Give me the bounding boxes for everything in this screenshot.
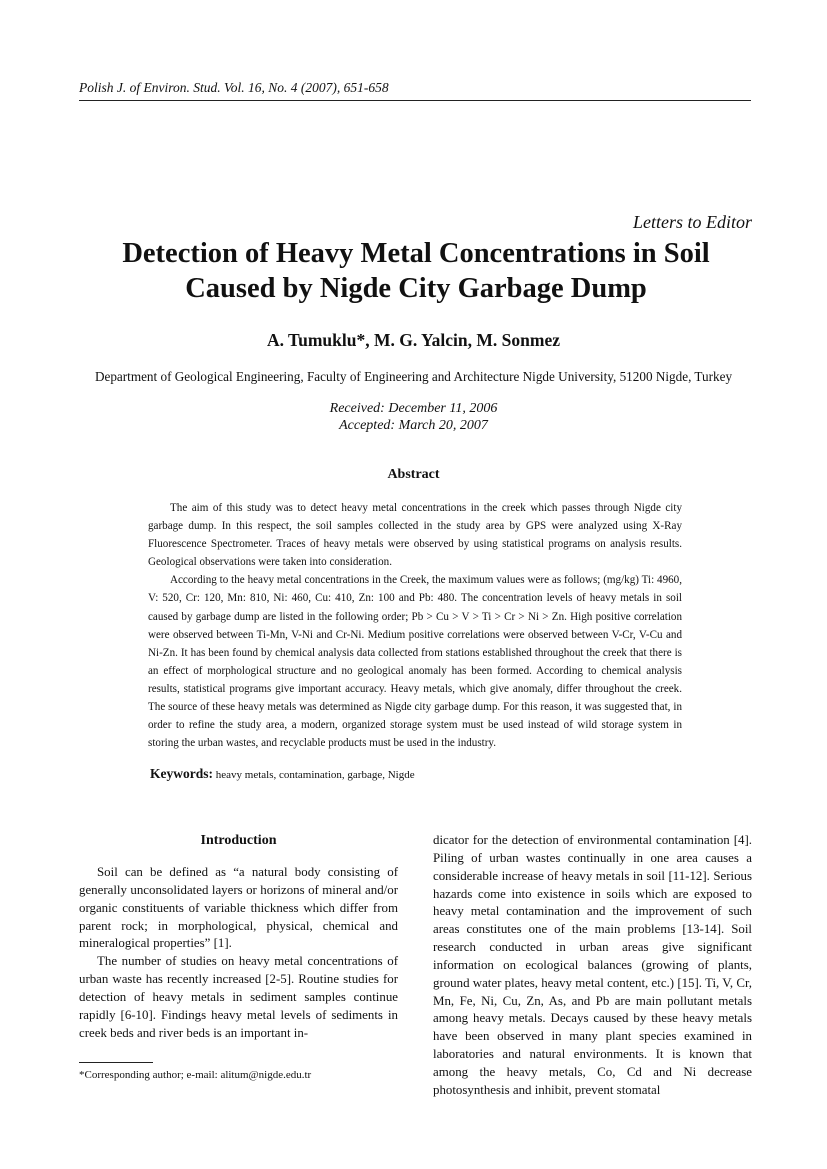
- keywords-label: Keywords:: [150, 766, 213, 781]
- received-date: Received: December 11, 2006: [329, 401, 498, 416]
- abstract-paragraph-2: According to the heavy metal concentrations in the Creek, the maximum values were as follows; (mg/kg) Ti: 4960, V: 520, Cr: 120, Mn: 810, Ni: 460, Cu: 410, Zn: 100 and Pb: 480. The concentration levels of heavy metals in soil caused by garbage dump are listed in the following order; Pb > Cu > V > Ti > Cr > Ni > Zn. High positive correlation were observed between Ti-Mn, V-Ni and Cr-Ni. Medium positive correlations were observed between V-Cr, V-Cu and Ni-Zn. It has been found by chemical analysis data collected from stations established throughout the creek that there is an effect of morphological structure and no geological anomaly has been formed. According to chemical analysis results, statistical programs give important accuracy. Heavy metals, which give anomaly, differ throughout the creek. The source of these heavy metals was determined as Nigde city garbage dump. For this reason, it was suggested that, in order to refine the study area, a modern, organized storage system must be used instead of wild storage system in storing the urban wastes, and recyclable products must be used in the industry.: [148, 574, 682, 750]
- authors: A. Tumuklu*, M. G. Yalcin, M. Sonmez: [266, 330, 560, 350]
- left-column: [79, 832, 398, 1042]
- right-column: [433, 832, 752, 1100]
- intro-paragraph-1: Soil can be defined as “a natural body consisting of generally unconsolidated layers or horizons of mineral and/or organic constituents of variable thickness which differ from parent rock; in morphological, physical, chemical and mineralogical properties” [1].: [79, 865, 398, 951]
- affiliation: Department of Geological Engineering, Faculty of Engineering and Architecture Nigde University, 51200 Nigde, Turkey: [94, 369, 733, 384]
- abstract-body: [148, 499, 682, 752]
- footnote: *Corresponding author; e-mail: alitum@nigde.edu.tr: [79, 1069, 312, 1081]
- abstract-paragraph-1: The aim of this study was to detect heavy metal concentrations in the creek which passes through Nigde city garbage dump. In this respect, the soil samples collected in the study area by GPS were analyzed using X-Ray Fluorescence Spectrometer. Traces of heavy metals were observed by using statistical programs on analysis results. Geological observations were taken into consideration.: [148, 502, 682, 569]
- abstract-heading: Abstract: [387, 467, 440, 482]
- intro-paragraph-2: The number of studies on heavy metal concentrations of urban waste has recently increased [2-5]. Routine studies for detection of heavy metals in sediment samples continue rapidly [6-10]. Findings heavy metal levels of sediments in creek beds and river beds is an important in-: [79, 954, 398, 1040]
- title-line-1: Detection of Heavy Metal Concentrations in Soil: [122, 238, 710, 269]
- running-header: Polish J. of Environ. Stud. Vol. 16, No. 4 (2007), 651-658: [79, 80, 751, 101]
- keywords: [150, 766, 415, 782]
- introduction-heading: Introduction: [200, 833, 277, 848]
- title-line-2: Caused by Nigde City Garbage Dump: [185, 273, 647, 304]
- intro-paragraph-continued: dicator for the detection of environmental contamination [4]. Piling of urban wastes continually in one area causes a considerable increase of heavy metals in soil [11-12]. Serious hazards come into existence in soils which are exposed to heavy metal contamination and the improvement of such areas constitutes one of the main problems [13-14]. Soil research conducted in urban areas give significant information on ecological balances (growing of plants, ground water plates, heavy metal content, etc.) [15]. Ti, V, Cr, Mn, Fe, Ni, Cu, Zn, As, and Pb are main pollutant metals among heavy metals. Decays caused by these heavy metals have been observed in many plant species examined in laboratories and natural environments. It is known that among the heavy metals, Co, Cd and Ni decrease photosynthesis and inhibit, prevent stomatal: [433, 833, 752, 1097]
- section-type-label: Letters to Editor: [632, 212, 752, 232]
- keywords-text: heavy metals, contamination, garbage, Nigde: [213, 769, 415, 781]
- footnote-divider: [79, 1062, 153, 1063]
- paper-title: [60, 236, 772, 306]
- accepted-date: Accepted: March 20, 2007: [339, 418, 488, 433]
- dates: [0, 400, 827, 434]
